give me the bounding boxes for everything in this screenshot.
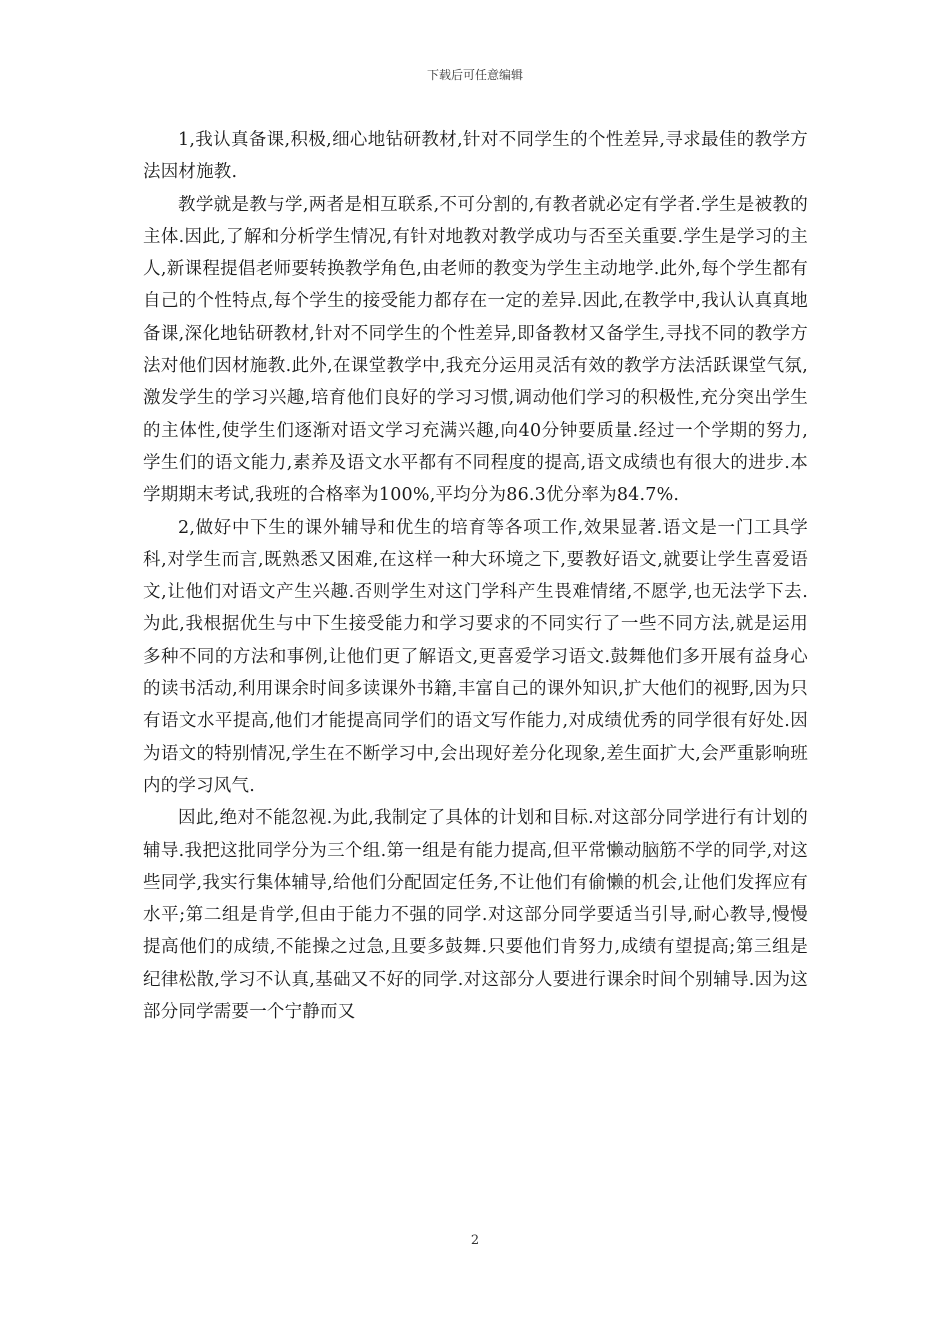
paragraph-3: 2,做好中下生的课外辅导和优生的培育等各项工作,效果显著.语文是一门工具学科,对学生而言,既熟悉又困难,在这样一种大环境之下,要教好语文,就要让学生喜爱语文,让他们对语文产生兴趣.否则学生对这门学科产生畏难情绪,不愿学,也无法学下去.为此,我根据优生与中下生接受能力和学习要求的不同实行了一些不同方法,就是运用多种不同的方法和事例,让他们更了解语文,更喜爱学习语文.鼓舞他们多开展有益身心的读书活动,利用课余时间多读课外书籍,丰富自己的课外知识,扩大他们的视野,因为只有语文水平提高,他们才能提高同学们的语文写作能力,对成绩优秀的同学很有好处.因为语文的特别情况,学生在不断学习中,会出现好差分化现象,差生面扩大,会严重影响班内的学习风气. [143, 517, 808, 796]
page-header: 下载后可任意编辑 [426, 68, 523, 82]
paragraph-1: 1,我认真备课,积极,细心地钻研教材,针对不同学生的个性差异,寻求最佳的教学方法因材施教. [143, 130, 808, 183]
paragraph-2: 教学就是教与学,两者是相互联系,不可分割的,有教者就必定有学者.学生是被教的主体.因此,了解和分析学生情况,有针对地教对教学成功与否至关重要.学生是学习的主人,新课程提倡老师要转换教学角色,由老师的教变为学生主动地学.此外,每个学生都有自己的个性特点,每个学生的接受能力都存在一定的差异.因此,在教学中,我认认真真地备课,深化地钻研教材,针对不同学生的个性差异,即备教材又备学生,寻找不同的教学方法对他们因材施教.此外,在课堂教学中,我充分运用灵活有效的教学方法活跃课堂气氛,激发学生的学习兴趣,培育他们良好的学习习惯,调动他们学习的积极性,充分突出学生的主体性,使学生们逐渐对语文学习充满兴趣,向40分钟要质量.经过一个学期的努力,学生们的语文能力,素养及语文水平都有不同程度的提高,语文成绩也有很大的进步.本学期期末考试,我班的合格率为100%,平均分为86.3优分率为84.7%. [143, 194, 808, 506]
document-body [143, 124, 808, 1028]
paragraph-4: 因此,绝对不能忽视.为此,我制定了具体的计划和目标.对这部分同学进行有计划的辅导.我把这批同学分为三个组.第一组是有能力提高,但平常懒动脑筋不学的同学,对这些同学,我实行集体辅导,给他们分配固定任务,不让他们有偷懒的机会,让他们发挥应有水平;第二组是肯学,但由于能力不强的同学.对这部分同学要适当引导,耐心教导,慢慢提高他们的成绩,不能操之过急,且要多鼓舞.只要他们肯努力,成绩有望提高;第三组是纪律松散,学习不认真,基础又不好的同学.对这部分人要进行课余时间个别辅导.因为这部分同学需要一个宁静而又 [143, 808, 808, 1023]
page-number: 2 [470, 1233, 480, 1248]
